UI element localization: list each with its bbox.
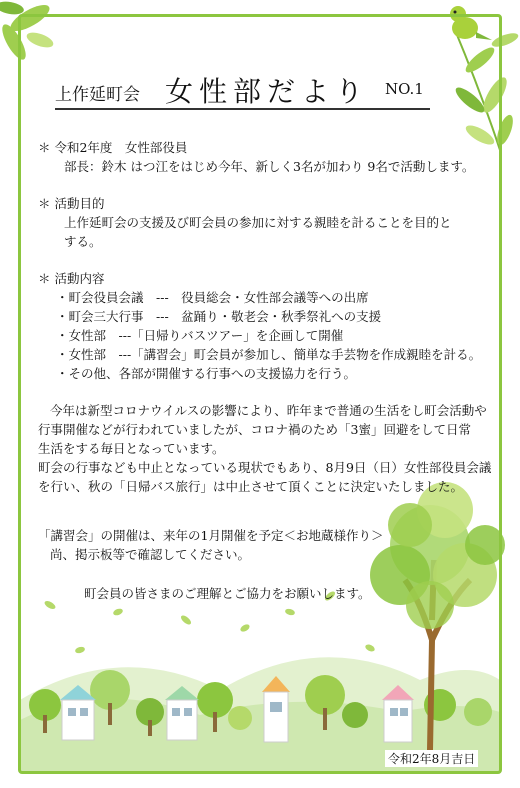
paragraph-line: 今年は新型コロナウイルスの影響により、昨年まで普通の生活をし町会活動や — [50, 403, 487, 418]
organization-name: 上作延町会 — [55, 85, 140, 105]
section-officers — [38, 138, 498, 176]
workshop-notice — [38, 526, 498, 564]
paragraph-line: 町会の行事なども中止となっている現状でもあり、8月9日（日）女性部役員会議 — [38, 460, 492, 475]
section-purpose — [38, 194, 498, 251]
list-item: ・女性部 ---「日帰りバスツアー」を企画して開催 — [56, 328, 344, 343]
paragraph-line: 生活をする毎日となっています。 — [38, 441, 225, 456]
newsletter-title: 女性部だより — [165, 75, 370, 108]
section-text: する。 — [64, 234, 102, 249]
section-text: 上作延町会の支援及び町会員の参加に対する親睦を計ることを目的と — [64, 215, 452, 230]
newsletter-header — [55, 70, 435, 110]
issue-number: NO.1 — [385, 80, 424, 98]
paragraph-line: 行事開催などが行われていましたが、コロナ禍のため「3蜜」回避をして日常 — [38, 422, 471, 437]
notice-line: 「講習会」の開催は、来年の1月開催を予定＜お地蔵様作り＞ — [38, 528, 384, 543]
section-heading: ＊ 活動内容 — [38, 271, 105, 286]
section-heading: ＊ 令和2年度 女性部役員 — [38, 140, 188, 155]
section-text: 部長：鈴木 はつ江をはじめ今年、新しく3名が加わり 9名で活動します。 — [64, 159, 475, 174]
list-item: ・町会三大行事 --- 盆踊り・敬老会・秋季祭礼への支援 — [56, 309, 382, 324]
covid-paragraph — [38, 401, 498, 496]
section-activities — [38, 269, 498, 383]
list-item: ・町会役員会議 --- 役員総会・女性部会議等への出席 — [56, 290, 369, 305]
section-heading: ＊ 活動目的 — [38, 196, 105, 211]
issue-date: 令和2年8月吉日 — [385, 750, 478, 767]
header-underline — [55, 108, 430, 110]
newsletter-body — [38, 138, 498, 603]
notice-line: 尚、掲示板等で確認してください。 — [50, 547, 251, 562]
list-item: ・その他、各部が開催する行事への支援協力を行う。 — [56, 366, 357, 381]
closing-message: 町会員の皆さまのご理解とご協力をお願いします。 — [84, 586, 371, 601]
paragraph-line: を行い、秋の「日帰バス旅行」は中止させて頂くことに決定いたしました。 — [38, 479, 464, 494]
list-item: ・女性部 ---「講習会」町会員が参加し、簡単な手芸物を作成親睦を計る。 — [56, 347, 482, 362]
